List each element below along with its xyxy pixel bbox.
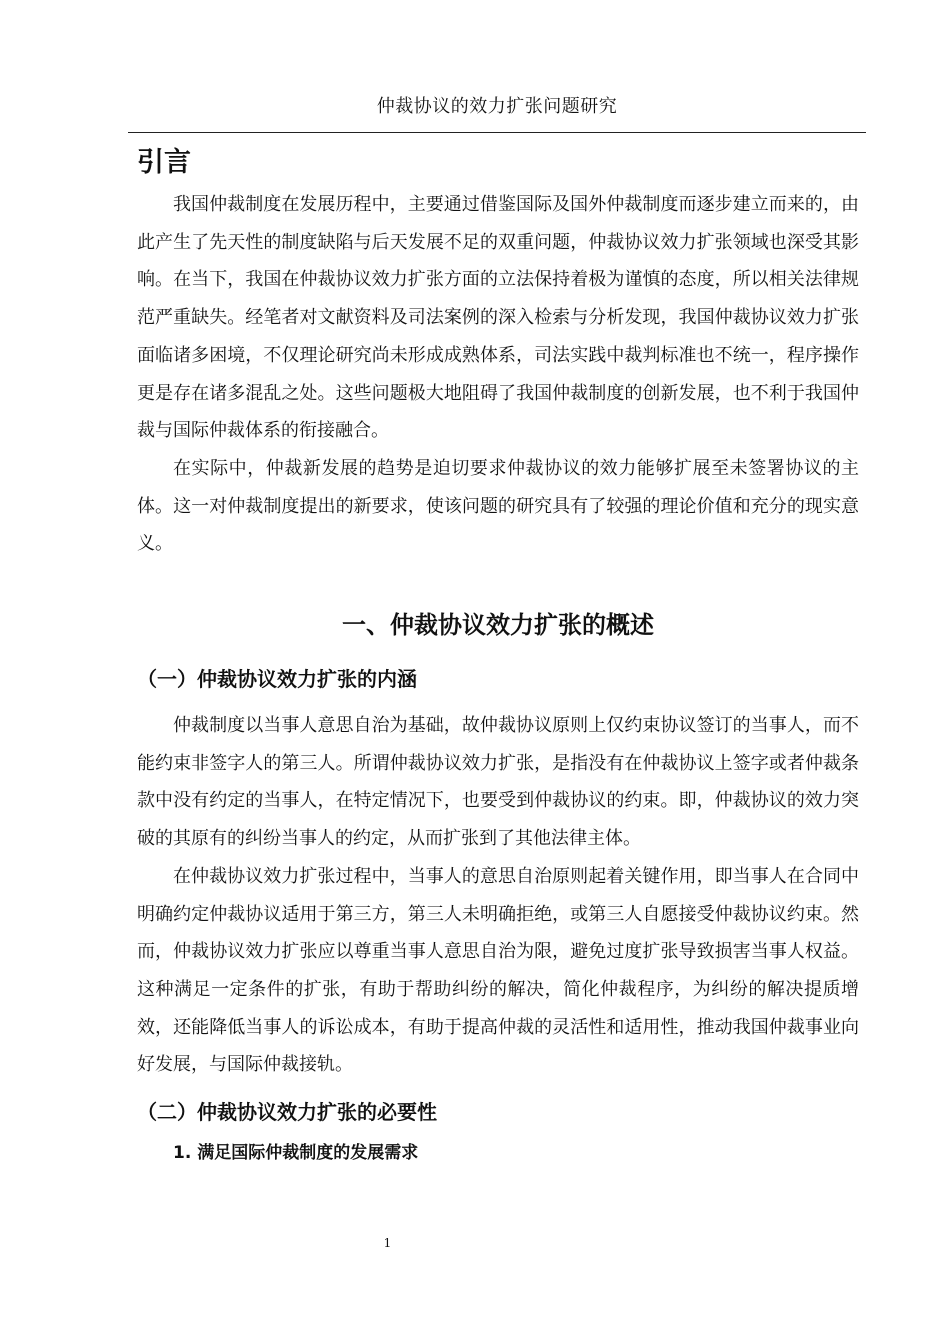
header-rule xyxy=(128,132,866,133)
intro-heading: 引言 xyxy=(137,147,191,178)
chapter-1-heading: 一、仲裁协议效力扩张的概述 xyxy=(342,611,654,640)
intro-paragraph-1: 我国仲裁制度在发展历程中，主要通过借鉴国际及国外仲裁制度而逐步建立而来的，由此产生了先天性的制度缺陷与后天发展不足的双重问题，仲裁协议效力扩张领域也深受其影响。在当下，我国在仲裁协议效力扩张方面的立法保持着极为谨慎的态度，所以相关法律规范严重缺失。经笔者对文献资料及司法案例的深入检索与分析发现，我国仲裁协议效力扩张面临诸多困境，不仅理论研究尚未形成成熟体系，司法实践中裁判标准也不统一，程序操作更是存在诸多混乱之处。这些问题极大地阻碍了我国仲裁制度的创新发展，也不利于我国仲裁与国际仲裁体系的衔接融合。 xyxy=(137,194,859,442)
subsection-1-heading: 1. 满足国际仲裁制度的发展需求 xyxy=(173,1143,419,1164)
page-number: 1 xyxy=(383,1236,392,1250)
page-content xyxy=(137,140,859,1170)
section-2-heading: （二）仲裁协议效力扩张的必要性 xyxy=(137,1100,437,1125)
section-1-heading: （一）仲裁协议效力扩张的内涵 xyxy=(137,667,417,692)
section-1-paragraph-1: 仲裁制度以当事人意思自治为基础，故仲裁协议原则上仅约束协议签订的当事人，而不能约束非签字人的第三人。所谓仲裁协议效力扩张，是指没有在仲裁协议上签字或者仲裁条款中没有约定的当事人，在特定情况下，也要受到仲裁协议的约束。即，仲裁协议的效力突破的其原有的纠纷当事人的约定，从而扩张到了其他法律主体。 xyxy=(137,715,859,850)
intro-paragraph-2: 在实际中，仲裁新发展的趋势是迫切要求仲裁协议的效力能够扩展至未签署协议的主体。这一对仲裁制度提出的新要求，使该问题的研究具有了较强的理论价值和充分的现实意义。 xyxy=(137,457,859,555)
running-header: 仲裁协议的效力扩张问题研究 xyxy=(376,96,618,117)
section-1-paragraph-2: 在仲裁协议效力扩张过程中，当事人的意思自治原则起着关键作用，即当事人在合同中明确约定仲裁协议适用于第三方，第三人未明确拒绝，或第三人自愿接受仲裁协议约束。然而，仲裁协议效力扩张应以尊重当事人意思自治为限，避免过度扩张导致损害当事人权益。这种满足一定条件的扩张，有助于帮助纠纷的解决，简化仲裁程序，为纠纷的解决提质增效，还能降低当事人的诉讼成本，有助于提高仲裁的灵活性和适用性，推动我国仲裁事业向好发展，与国际仲裁接轨。 xyxy=(137,865,859,1076)
